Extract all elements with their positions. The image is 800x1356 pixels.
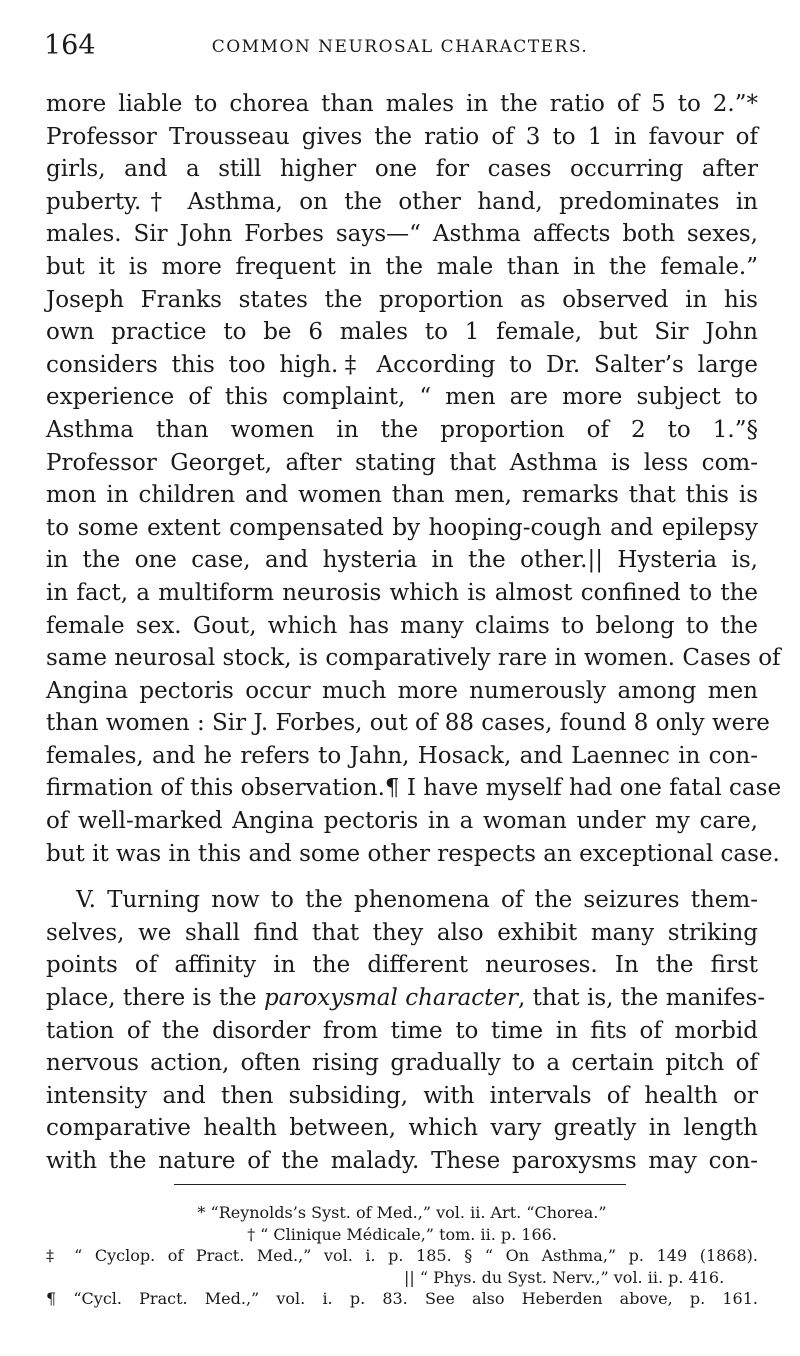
text-line: experience of this complaint, “ men are more subject to [46,384,758,411]
text-run: , that is, the manifes- [518,985,766,1012]
text-line: Professor Georget, after stating that Asthma is less com- [46,449,758,476]
text-line: firmation of this observation.¶ I have myself had one fatal case [46,775,782,802]
text-line: with the nature of the malady. These paroxysms may con- [46,1148,758,1174]
footnote-item: ¶ “Cycl. Pract. Med.,” vol. i. p. 83. See also Heberden above, p. 161. [46,1289,758,1308]
text-line: in the one case, and hysteria in the other.|| Hysteria is, [46,547,758,574]
italic-term: paroxysmal character [263,985,519,1012]
text-line: Professor Trousseau gives the ratio of 3 to 1 in favour of [46,123,758,150]
footnote-divider [174,1184,626,1185]
text-line: own practice to be 6 males to 1 female, but Sir John [46,319,758,346]
text-line: mon in children and women than men, remarks that this is [46,482,758,509]
text-line: Angina pectoris occur much more numerously among men [46,677,758,704]
text-line: more liable to chorea than males in the ratio of 5 to 2.”* [46,91,758,117]
page-number: 164 [44,30,96,61]
text-line: than women : Sir J. Forbes, out of 88 cases, found 8 only were [46,710,770,737]
text-line: comparative health between, which vary greatly in length [46,1115,758,1142]
text-line: but it was in this and some other respects an exceptional case. [46,840,780,867]
text-line: V. Turning now to the phenomena of the seizures them- [76,887,758,914]
paragraph-1 [46,88,782,870]
body-text [46,88,782,1178]
text-line [46,982,766,1015]
footnotes [46,1202,758,1310]
text-line: intensity and then subsiding, with intervals of health or [46,1082,758,1109]
page-header [44,28,756,68]
footnote-item: * “Reynolds’s Syst. of Med.,” vol. ii. Art. “Chorea.” [197,1203,607,1222]
paragraph-2 [46,884,766,1177]
footnote-item: ‡ “ Cyclop. of Pract. Med.,” vol. i. p. 185. § “ On Asthma,” p. 149 (1868). [46,1246,758,1265]
text-line: girls, and a still higher one for cases occurring after [46,156,758,183]
footnote-item: † “ Clinique Médicale,” tom. ii. p. 166. [247,1224,557,1244]
text-line: Joseph Franks states the proportion as observed in his [46,286,758,313]
text-line: points of affinity in the different neuroses. In the first [46,952,758,979]
text-run: place, there is the [46,985,264,1012]
text-line: to some extent compensated by hooping-cough and epilepsy [46,514,758,541]
text-line: males. Sir John Forbes says—“ Asthma affects both sexes, [46,221,758,248]
text-line: puberty.† Asthma, on the other hand, predominates in [46,188,758,215]
paragraph-gap [46,870,758,884]
text-line: same neurosal stock, is comparatively rare in women. Cases of [46,645,781,672]
text-line: selves, we shall find that they also exhibit many striking [46,919,758,946]
text-line: of well-marked Angina pectoris in a woman under my care, [46,808,758,835]
text-line: in fact, a multiform neurosis which is almost confined to the [46,579,758,606]
text-line: tation of the disorder from time to time in fits of morbid [46,1017,758,1044]
running-title: COMMON NEUROSAL CHARACTERS. [211,37,589,57]
text-line: female sex. Gout, which has many claims to belong to the [46,612,758,639]
text-line: nervous action, often rising gradually to a certain pitch of [46,1050,758,1077]
text-line: females, and he refers to Jahn, Hosack, and Laennec in con- [46,742,758,769]
text-line: considers this too high.‡ According to Dr. Salter’s large [46,351,758,378]
text-line: but it is more frequent in the male than in the female.” [46,253,758,280]
text-line: Asthma than women in the proportion of 2 to 1.”§ [46,416,758,443]
footnote-item: || “ Phys. du Syst. Nerv.,” vol. ii. p. 416. [404,1267,725,1287]
